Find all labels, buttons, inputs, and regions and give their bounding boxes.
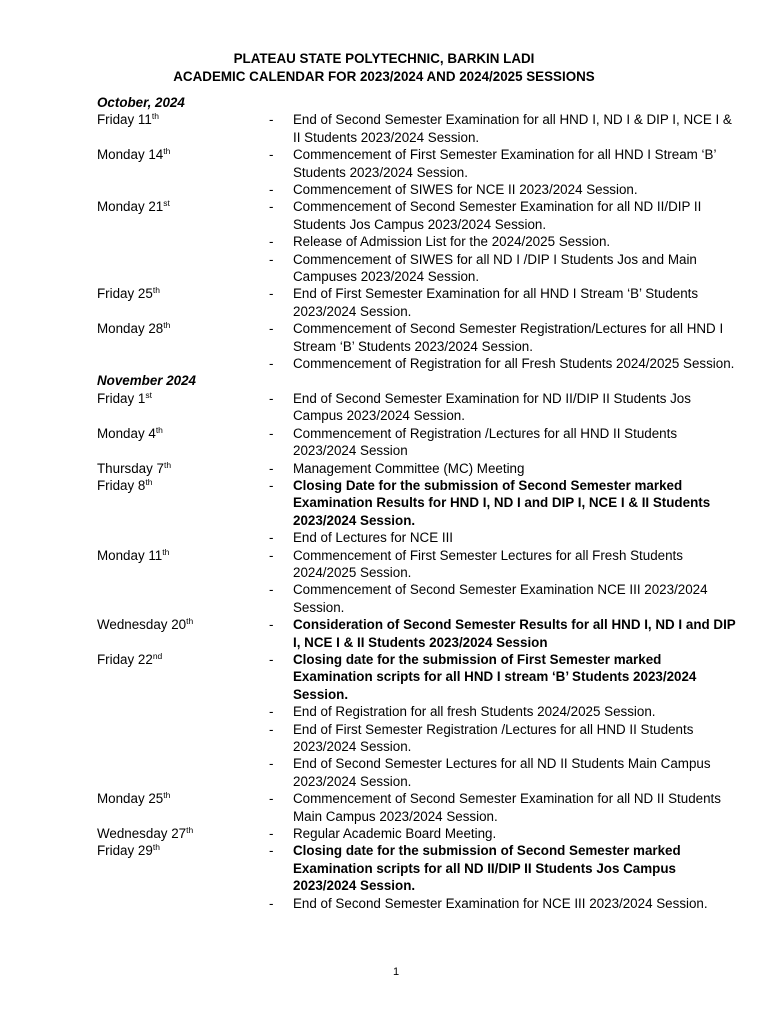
entry-date (97, 285, 269, 320)
event-text: Commencement of Registration /Lectures for all HND II Students 2023/2024 Session (293, 425, 678, 459)
entry-events (269, 790, 742, 825)
bullet-dash: - (269, 895, 274, 911)
bullet-dash: - (269, 147, 274, 163)
entry-date (97, 320, 269, 372)
bullet-dash: - (269, 321, 274, 337)
event-item (269, 425, 742, 460)
event-item (269, 181, 742, 198)
entry-date (97, 790, 269, 825)
calendar-entry (97, 285, 742, 320)
entry-events (269, 111, 742, 146)
entry-date-text: Friday 1 (97, 390, 146, 406)
entry-date-text: Wednesday 27 (97, 826, 187, 842)
bullet-dash: - (269, 460, 274, 476)
calendar-entry (97, 146, 742, 198)
event-item (269, 825, 742, 842)
entry-date-text: Wednesday 20 (97, 617, 187, 633)
institution-title: PLATEAU STATE POLYTECHNIC, BARKIN LADI (233, 51, 535, 66)
entry-date-suffix: th (186, 825, 194, 836)
entry-date-text: Friday 22 (97, 651, 153, 667)
event-text: End of Second Semester Examination for all HND I, ND I & DIP I, NCE I & II Students 2023/2024 Session. (293, 112, 732, 145)
event-text: Commencement of SIWES for all ND I /DIP I Students Jos and Main Campuses 2023/2024 Session. (293, 251, 697, 285)
bullet-dash: - (269, 721, 274, 737)
entry-date-text: Monday 28 (97, 321, 164, 337)
calendar-entry (97, 825, 742, 842)
entry-date-suffix: st (145, 389, 152, 400)
bullet-dash: - (269, 547, 274, 563)
entry-date-suffix: th (163, 146, 171, 157)
event-text: Commencement of Second Semester Registration/Lectures for all HND I Stream ‘B’ Students 2023/2024 Session. (293, 321, 724, 354)
calendar-entry (97, 790, 742, 825)
bullet-dash: - (269, 182, 274, 198)
entry-date-text: Monday 4 (97, 425, 156, 441)
event-item (269, 651, 742, 703)
entry-events (269, 616, 742, 651)
month-heading: November 2024 (97, 373, 196, 389)
event-text: Commencement of Second Semester Examination for all ND II/DIP II Students Jos Campus 2023/2024 Session. (293, 199, 702, 232)
event-item (269, 790, 742, 825)
bullet-dash: - (269, 617, 274, 633)
entry-date-suffix: th (152, 842, 160, 853)
calendar-entry (97, 425, 742, 460)
entry-events (269, 425, 742, 460)
entry-date-suffix: th (186, 616, 194, 627)
event-item (269, 721, 742, 756)
entry-date (97, 651, 269, 790)
entry-date-suffix: th (163, 790, 171, 801)
entry-date (97, 460, 269, 477)
event-text: Commencement of First Semester Lectures for all Fresh Students 2024/2025 Session. (293, 547, 683, 580)
bullet-dash: - (269, 704, 274, 720)
entry-events (269, 198, 742, 285)
event-item (269, 355, 742, 372)
event-text: End of Lectures for NCE III (293, 530, 454, 546)
entry-events (269, 547, 742, 617)
month-heading: October, 2024 (97, 95, 185, 110)
entry-date (97, 616, 269, 651)
entry-date-suffix: th (151, 111, 159, 122)
entry-date-text: Friday 8 (97, 477, 146, 493)
entry-events (269, 285, 742, 320)
event-text: Consideration of Second Semester Results for all HND I, ND I and DIP I, NCE I & II Students 2023/2024 Session (293, 617, 736, 650)
bullet-dash: - (269, 251, 274, 267)
event-item (269, 616, 742, 651)
event-item (269, 233, 742, 250)
entry-events (269, 320, 742, 372)
event-item (269, 251, 742, 286)
event-text: Release of Admission List for the 2024/2025 Session. (293, 234, 611, 250)
entry-date-text: Friday 25 (97, 286, 153, 302)
event-text: End of Second Semester Examination for ND II/DIP II Students Jos Campus 2023/2024 Session. (293, 390, 691, 424)
event-text: End of Second Semester Examination for NCE III 2023/2024 Session. (293, 895, 708, 911)
entry-events (269, 460, 742, 477)
calendar-entry (97, 460, 742, 477)
event-text: End of First Semester Examination for all HND I Stream ‘B’ Students 2023/2024 Session. (293, 286, 699, 319)
entry-date-text: Monday 14 (97, 147, 164, 163)
event-item (269, 529, 742, 546)
bullet-dash: - (269, 425, 274, 441)
entry-date-suffix: st (163, 198, 170, 209)
bullet-dash: - (269, 582, 274, 598)
entry-events (269, 651, 742, 790)
event-text: Commencement of Second Semester Examination for all ND II Students Main Campus 2023/2024 Session. (293, 791, 721, 824)
event-text: End of Second Semester Lectures for all ND II Students Main Campus 2023/2024 Session. (293, 756, 711, 789)
document-header (0, 50, 768, 86)
entry-date-suffix: th (163, 320, 171, 331)
bullet-dash: - (269, 390, 274, 406)
entry-date (97, 390, 269, 425)
calendar-entry (97, 651, 742, 790)
entry-date-text: Monday 11 (97, 547, 163, 563)
calendar-entry (97, 547, 742, 617)
event-text: Management Committee (MC) Meeting (293, 460, 525, 476)
event-item (269, 198, 742, 233)
event-text: Commencement of First Semester Examination for all HND I Stream ‘B’ Students 2023/2024 Session. (293, 147, 716, 180)
event-item (269, 895, 742, 912)
entry-date (97, 198, 269, 285)
bullet-dash: - (269, 756, 274, 772)
entry-date (97, 146, 269, 198)
entry-date-text: Monday 25 (97, 791, 164, 807)
bullet-dash: - (269, 826, 274, 842)
event-text: Commencement of Registration for all Fresh Students 2024/2025 Session. (293, 356, 735, 372)
event-item (269, 703, 742, 720)
entry-events (269, 146, 742, 198)
entry-date-text: Thursday 7 (97, 460, 164, 476)
event-item (269, 320, 742, 355)
entry-date (97, 477, 269, 547)
event-item (269, 285, 742, 320)
event-text: Closing Date for the submission of Second Semester marked Examination Results for HND I, ND I and DIP I, NCE I & II Students 2023/2024 Session. (293, 477, 711, 528)
event-text: Closing date for the submission of First Semester marked Examination scripts for all HND I stream ‘B’ Students 2023/2024 Session. (293, 651, 697, 702)
entry-events (269, 477, 742, 547)
calendar-entry (97, 477, 742, 547)
entry-date (97, 825, 269, 842)
event-item (269, 581, 742, 616)
entry-events (269, 390, 742, 425)
event-item (269, 111, 742, 146)
entry-date-suffix: th (152, 285, 160, 296)
entry-date-text: Monday 21 (97, 199, 164, 215)
entry-date-text: Friday 29 (97, 843, 153, 859)
bullet-dash: - (269, 234, 274, 250)
bullet-dash: - (269, 199, 274, 215)
entry-date (97, 842, 269, 912)
entry-date-suffix: th (145, 476, 153, 487)
event-text: Regular Academic Board Meeting. (293, 826, 497, 842)
event-item (269, 460, 742, 477)
bullet-dash: - (269, 651, 274, 667)
calendar-entry (97, 616, 742, 651)
entry-date-suffix: th (164, 459, 172, 470)
bullet-dash: - (269, 843, 274, 859)
event-text: End of First Semester Registration /Lectures for all HND II Students 2023/2024 Session. (293, 721, 694, 754)
calendar-schedule (97, 94, 742, 912)
entry-date-suffix: nd (152, 650, 163, 661)
entry-date-suffix: th (162, 546, 170, 557)
bullet-dash: - (269, 286, 274, 302)
bullet-dash: - (269, 112, 274, 128)
event-text: Closing date for the submission of Second Semester marked Examination scripts for all ND II/DIP II Students Jos Campus 2023/2024 Session. (293, 843, 681, 894)
entry-date (97, 425, 269, 460)
entry-date-text: Friday 11 (97, 112, 152, 128)
event-text: End of Registration for all fresh Students 2024/2025 Session. (293, 704, 656, 720)
calendar-entry (97, 320, 742, 372)
event-item (269, 146, 742, 181)
entry-events (269, 825, 742, 842)
calendar-entry (97, 390, 742, 425)
entry-date (97, 111, 269, 146)
entry-date (97, 547, 269, 617)
event-item (269, 755, 742, 790)
calendar-entry (97, 842, 742, 912)
page-number: 1 (392, 966, 400, 978)
bullet-dash: - (269, 791, 274, 807)
calendar-entry (97, 198, 742, 285)
bullet-dash: - (269, 356, 274, 372)
calendar-title: ACADEMIC CALENDAR FOR 2023/2024 AND 2024/2025 SESSIONS (173, 69, 595, 84)
calendar-entry (97, 111, 742, 146)
bullet-dash: - (269, 477, 274, 493)
bullet-dash: - (269, 530, 274, 546)
event-item (269, 477, 742, 529)
event-item (269, 390, 742, 425)
event-text: Commencement of Second Semester Examination NCE III 2023/2024 Session. (293, 582, 708, 615)
entry-events (269, 842, 742, 912)
event-text: Commencement of SIWES for NCE II 2023/2024 Session. (293, 182, 638, 198)
event-item (269, 547, 742, 582)
event-item (269, 842, 742, 894)
entry-date-suffix: th (155, 424, 163, 435)
